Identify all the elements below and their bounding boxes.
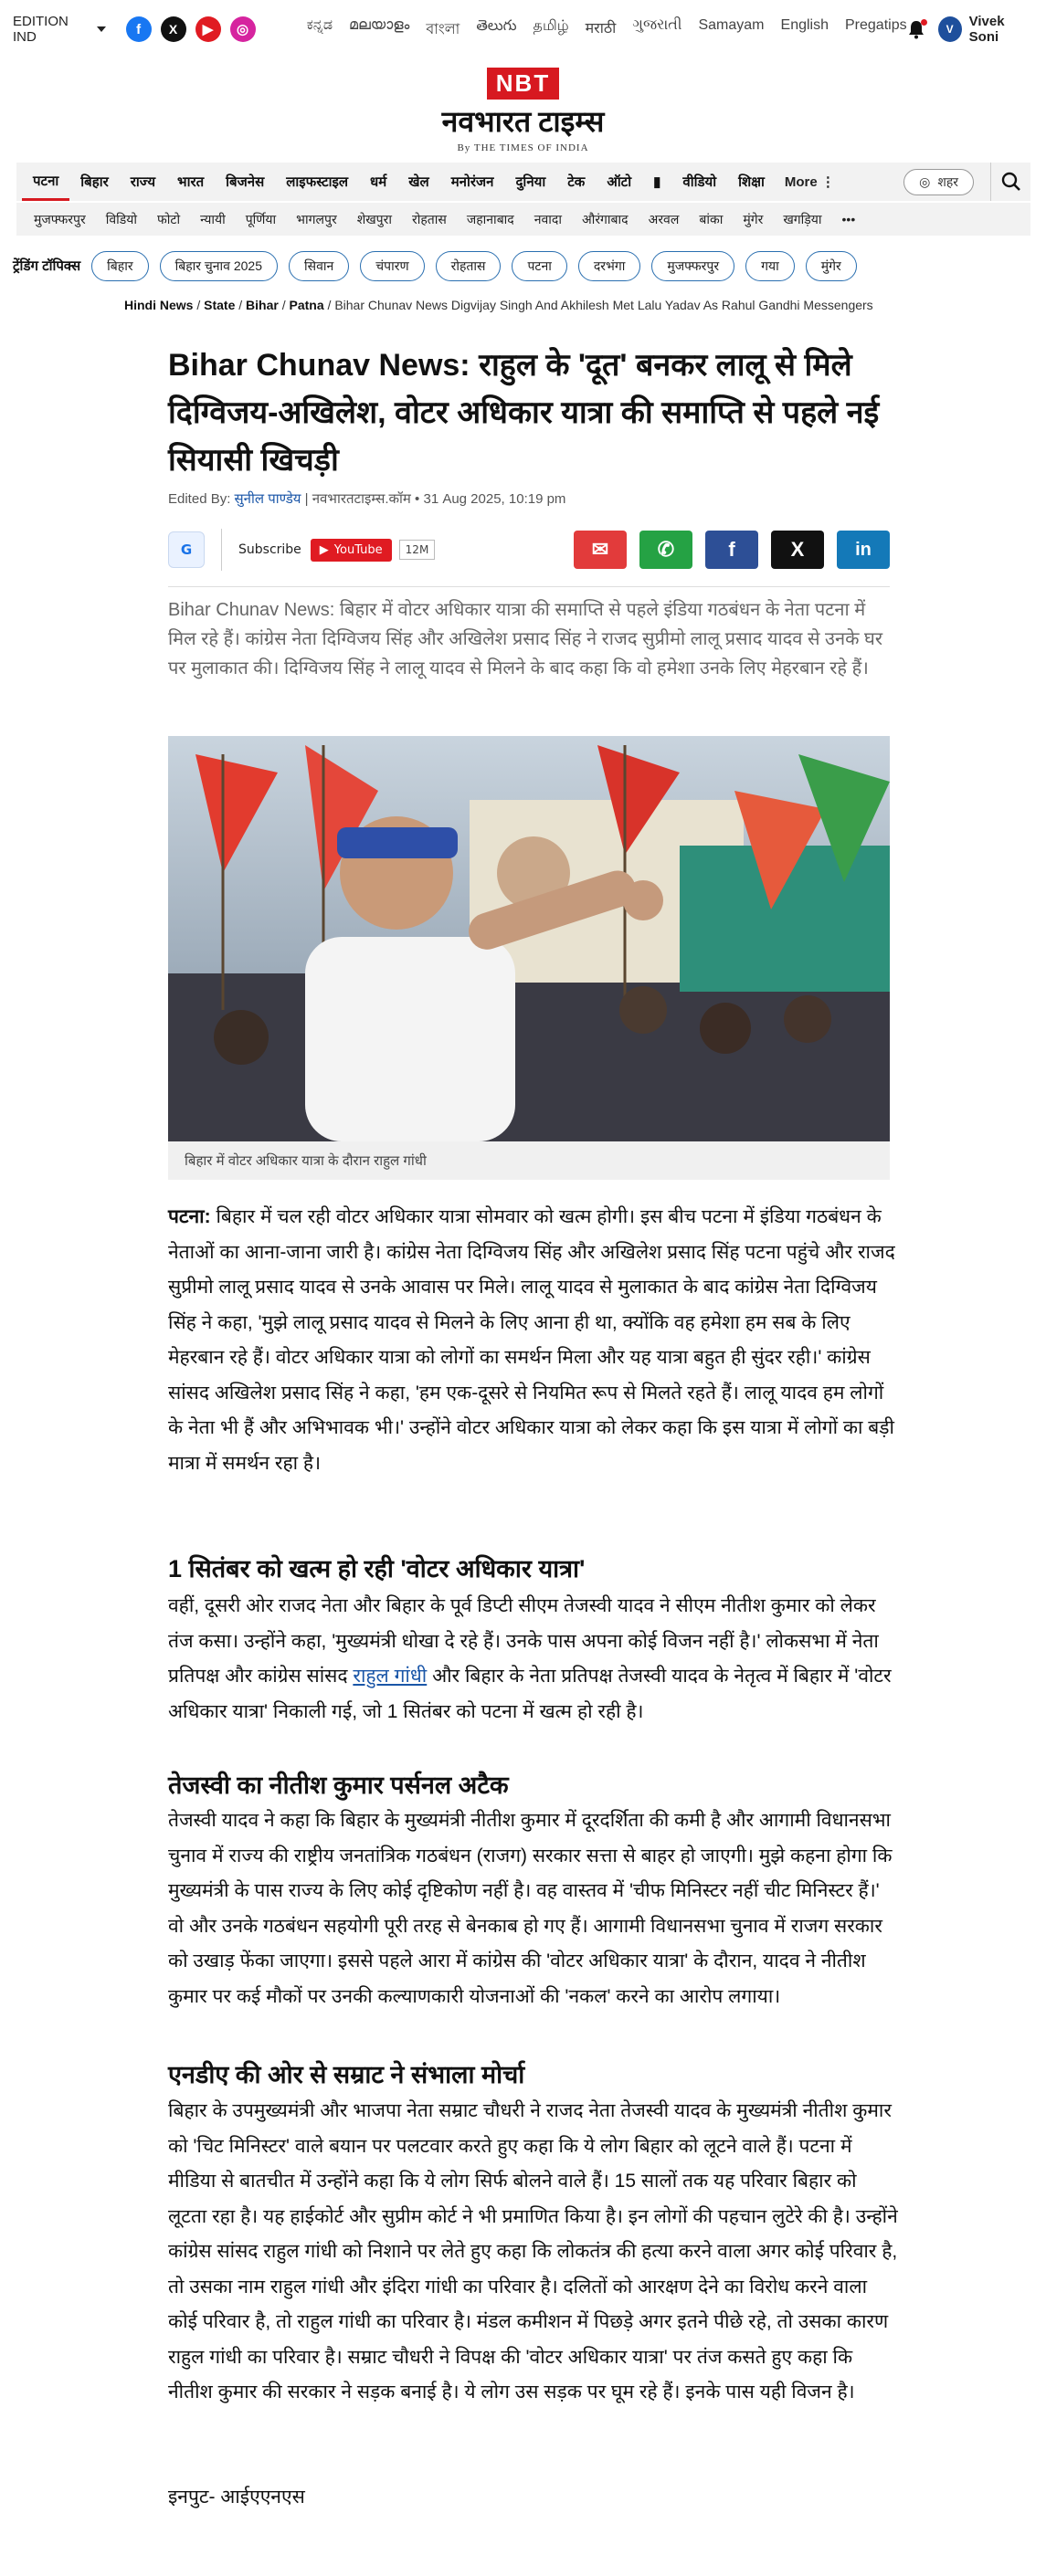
lang-link[interactable]: मराठी bbox=[585, 20, 617, 37]
trending-chip[interactable]: मुंगेर bbox=[806, 251, 857, 281]
user-menu[interactable] bbox=[938, 14, 1033, 45]
breadcrumb-item[interactable]: Hindi News bbox=[124, 298, 194, 312]
nav-item[interactable]: लाइफस्टाइल bbox=[286, 174, 349, 190]
site-tagline: By THE TIMES OF INDIA bbox=[457, 142, 589, 153]
divider bbox=[168, 586, 890, 587]
article-headline: Bihar Chunav News: राहुल के 'दूत' बनकर लालू से मिले दिग्विजय-अखिलेश, वोटर अधिकार यात्रा की समाप्ति से पहले नई सियासी खिचड़ी bbox=[168, 348, 880, 478]
trending-chip[interactable]: बिहार चुनाव 2025 bbox=[160, 251, 278, 281]
subnav-item[interactable]: रोहतास bbox=[411, 211, 447, 226]
site-name[interactable]: नवभारत टाइम्स bbox=[441, 105, 605, 138]
trending-chip[interactable]: पटना bbox=[512, 251, 566, 281]
subscribe-label: Subscribe bbox=[238, 542, 301, 557]
lang-link[interactable]: Samayam bbox=[698, 16, 765, 33]
paragraph-text: बिहार में चल रही वोटर अधिकार यात्रा सोमवार को खत्म होगी। इस बीच पटना में इंडिया गठबंधन के नेताओं का आना-जाना जारी है। कांग्रेस नेता दिग्विजय सिंह और अखिलेश प्रसाद सिंह पटना पहुंचे और राजद सुप्रीमो लालू प्रसाद यादव से उनके आवास पर मिले। लालू यादव से मुलाकात के बाद कांग्रेस नेता दिग्विजय सिंह ने कहा, 'मुझे लालू प्रसाद यादव से मिलने के लिए आना ही था, क्योंकि वह हमेशा हम सब के लिए मेहरबान रहे हैं। वोटर अधिकार यात्रा को लोगों का समर्थन मिला और यह यात्रा बहुत ही सुंदर रही।' कांग्रेस सांसद अखिलेश प्रसाद सिंह ने कहा, 'हम एक-दूसरे से नियमित रूप से मिलते रहते हैं। लालू यादव हम लोगों के नेता भी हैं और अभिभावक भी।' उन्होंने वोटर अधिकार यात्रा को लेकर कहा कि इस यात्रा में लोगों का बड़ी मात्रा में समर्थन रहा है। bbox=[168, 1206, 895, 1474]
nav-item[interactable]: राज्य bbox=[130, 174, 156, 190]
lang-link[interactable]: తెలుగు bbox=[476, 17, 517, 34]
x-share-button[interactable]: X bbox=[771, 531, 824, 569]
youtube-subscriber-count: 12M bbox=[399, 540, 436, 560]
trending-chip[interactable]: चंपारण bbox=[360, 251, 424, 281]
google-news-icon[interactable]: G bbox=[168, 531, 205, 568]
dateline: पटना: bbox=[168, 1206, 211, 1227]
article-paragraph-4: बिहार के उपमुख्यमंत्री और भाजपा नेता सम्राट चौधरी ने राजद नेता तेजस्वी यादव के मुख्यमंत्री नीतीश कुमार को 'चिट मिनिस्टर' वाले बयान पर पलटवार करते हुए कहा कि ये लोग बिहार को लूटने वाले हैं। पटना में मीडिया से बातचीत में उन्होंने कहा कि ये लोग सिर्फ बोलने वाले हैं। 15 सालों तक यह परिवार बिहार को लूटता रहा है। यह हाईकोर्ट और सुप्रीम कोर्ट ने भी प्रमाणित किया है। इन लोगों की पहचान लुटेरे की है। उन्होंने कांग्रेस सांसद राहुल गांधी को निशाने पर लेते हुए कहा कि लोकतंत्र की हत्या करने वाला अगर कोई परिवार है, तो उसका नाम राहुल गांधी और इंदिरा गांधी का परिवार है। दलितों को आरक्षण देने का विरोध करने वाला कोई परिवार है, तो राहुल गांधी का परिवार है। मंडल कमीशन में पिछड़े अगर इतने पीछे रहे, तो उसका कारण राहुल गांधी का परिवार है। सम्राट चौधरी ने विपक्ष की 'वोटर अधिकार यात्रा' पर तंज कसते हुए कहा कि नीतीश कुमार की सरकार ने सड़क बनाई है। ये लोग उस सड़क पर घूम रहे हैं। इनके पास यही विजन है। bbox=[168, 2100, 898, 2403]
nav-item[interactable]: शिक्षा bbox=[738, 174, 765, 190]
x-twitter-icon[interactable]: X bbox=[161, 16, 186, 42]
trending-chip[interactable]: दरभंगा bbox=[578, 251, 641, 281]
facebook-icon[interactable]: f bbox=[126, 16, 152, 42]
youtube-subscribe-button[interactable] bbox=[311, 539, 392, 562]
breadcrumb: Hindi News / State / Bihar / Patna / Bihar Chunav News Digvijay Singh And Akhilesh Met Lalu Yadav As Rahul Gandhi Messengers bbox=[124, 298, 873, 312]
more-menu-button[interactable]: More ⋮ bbox=[784, 174, 835, 190]
share-row bbox=[168, 528, 890, 572]
nav-item[interactable]: टेक bbox=[567, 174, 586, 190]
subheading-2: तेजस्वी का नीतीश कुमार पर्सनल अटैक bbox=[168, 1772, 509, 1799]
breadcrumb-current: Bihar Chunav News Digvijay Singh And Akhilesh Met Lalu Yadav As Rahul Gandhi Messengers bbox=[334, 298, 873, 312]
divider bbox=[221, 529, 222, 571]
primary-nav bbox=[16, 163, 1030, 201]
edited-by-label: Edited By: bbox=[168, 491, 231, 507]
nav-item[interactable]: बिजनेस bbox=[226, 174, 265, 190]
subheading-1: 1 सितंबर को खत्म हो रही 'वोटर अधिकार यात्रा' bbox=[168, 1555, 586, 1582]
breadcrumb-item[interactable]: Patna bbox=[289, 298, 324, 312]
subnav-item[interactable]: नवादा bbox=[534, 211, 562, 226]
chevron-down-icon bbox=[97, 26, 106, 32]
search-icon bbox=[1001, 172, 1021, 192]
trending-chip[interactable]: रोहतास bbox=[436, 251, 502, 281]
nav-item[interactable]: वीडियो bbox=[682, 174, 717, 190]
nav-item[interactable]: मनोरंजन bbox=[450, 174, 494, 190]
nav-item[interactable]: बिहार bbox=[80, 174, 109, 190]
trending-topics bbox=[13, 248, 857, 283]
edition-label: EDITION IND bbox=[13, 14, 69, 45]
summary-lead: Bihar Chunav News: bbox=[168, 600, 335, 620]
subnav-item[interactable]: मुजफ्फरपुर bbox=[34, 211, 86, 226]
youtube-label: YouTube bbox=[333, 542, 383, 557]
subnav-item[interactable]: पूर्णिया bbox=[245, 211, 277, 226]
article-image[interactable] bbox=[168, 736, 890, 1141]
nav-item[interactable]: ऑटो bbox=[607, 174, 632, 190]
nav-item[interactable]: दुनिया bbox=[515, 174, 546, 190]
user-name: Vivek Soni bbox=[968, 14, 1005, 45]
paragraph-text: वहीं, दूसरी ओर राजद नेता और बिहार के पूर्व डिप्टी सीएम तेजस्वी यादव ने सीएम नीतीश कुमार को लेकर तंज कसा। उन्होंने कहा, 'मुख्यमंत्री धोखा दे रहे हैं। उनके पास अपना कोई विजन नहीं है।' लोकसभा में नेता प्रतिपक्ष और कांग्रेस सांसद bbox=[168, 1595, 879, 1687]
lang-link[interactable]: ગુજરાતી bbox=[632, 16, 682, 33]
subnav-item[interactable]: विडियो bbox=[105, 211, 137, 226]
site-logo[interactable]: NBT bbox=[487, 68, 559, 100]
subnav-item[interactable]: अरवल bbox=[648, 211, 680, 226]
nav-item[interactable]: खेल bbox=[408, 174, 429, 190]
subheading-3: एनडीए की ओर से सम्राट ने संभाला मोर्चा bbox=[168, 2061, 525, 2088]
notification-dot bbox=[921, 19, 927, 26]
city-selector[interactable] bbox=[903, 169, 974, 195]
article-paragraph-2 bbox=[168, 1589, 899, 1730]
subnav-item[interactable]: फोटो bbox=[156, 211, 181, 226]
subnav-item[interactable]: औरंगाबाद bbox=[582, 211, 629, 226]
summary-text: बिहार में वोटर अधिकार यात्रा की समाप्ति से पहले इंडिया गठबंधन के नेता पटना में मिल रहे हैं। कांग्रेस नेता दिग्विजय सिंह और अखिलेश प्रसाद सिंह ने राजद सुप्रीमो लालू प्रसाद यादव से उनके घर पर मुलाकात की। दिग्विजय सिंह ने लालू यादव से मिलने के बाद कहा कि वो हमेशा उनके लिए मेहरबान रहे हैं। bbox=[168, 600, 883, 678]
subnav-item[interactable]: बांका bbox=[699, 211, 724, 226]
comment-share-button[interactable]: ✉ bbox=[574, 531, 627, 569]
subnav-item[interactable]: मुंगेर bbox=[743, 211, 764, 226]
rahul-gandhi-link[interactable]: राहुल गांधी bbox=[353, 1666, 428, 1687]
subnav-item[interactable]: खगड़िया bbox=[783, 211, 822, 226]
trending-chip[interactable]: बिहार bbox=[91, 251, 148, 281]
instagram-icon[interactable]: ◎ bbox=[230, 16, 256, 42]
nav-item-patna[interactable]: पटना bbox=[22, 163, 69, 201]
article-byline bbox=[168, 489, 565, 508]
subnav-item[interactable]: जहानाबाद bbox=[466, 211, 514, 226]
author-link[interactable]: सुनील पाण्डेय bbox=[234, 491, 301, 507]
user-area bbox=[907, 14, 1033, 45]
breadcrumb-item[interactable]: Bihar bbox=[246, 298, 279, 312]
edition-selector[interactable] bbox=[13, 14, 106, 45]
youtube-play-icon: ▶ bbox=[319, 542, 329, 557]
notification-bell-icon[interactable] bbox=[907, 19, 925, 39]
whatsapp-share-button[interactable]: ✆ bbox=[639, 531, 692, 569]
subnav-item[interactable]: न्यायी bbox=[200, 211, 226, 226]
lang-link[interactable]: தமிழ் bbox=[533, 17, 569, 34]
language-links bbox=[307, 17, 907, 42]
lang-link[interactable]: മലയാളം bbox=[349, 16, 410, 33]
lang-link[interactable]: ಕನ್ನಡ bbox=[306, 16, 333, 33]
avatar: V bbox=[938, 16, 962, 42]
shorts-icon[interactable]: ▮ bbox=[653, 174, 661, 190]
article-paragraph-1 bbox=[168, 1200, 899, 1481]
trending-chip[interactable]: मुजफ्फरपुर bbox=[651, 251, 734, 281]
share-buttons bbox=[574, 531, 890, 569]
input-credit: इनपुट- आईएएनएस bbox=[168, 2487, 305, 2508]
masthead bbox=[0, 58, 1046, 159]
subnav-item[interactable]: शेखपुरा bbox=[356, 211, 392, 226]
nav-item[interactable]: भारत bbox=[177, 174, 205, 190]
trending-label: ट्रेंडिंग टॉपिक्स bbox=[13, 258, 81, 274]
facebook-share-button[interactable]: f bbox=[705, 531, 758, 569]
breadcrumb-item[interactable]: State bbox=[204, 298, 236, 312]
top-utility-bar bbox=[0, 0, 1046, 58]
linkedin-share-button[interactable]: in bbox=[837, 531, 890, 569]
subnav-item[interactable]: भागलपुर bbox=[296, 211, 337, 226]
article-paragraph-3: तेजस्वी यादव ने कहा कि बिहार के मुख्यमंत्री नीतीश कुमार में दूरदर्शिता की कमी है और आगामी विधानसभा चुनाव में राज्य की राष्ट्रीय जनतांत्रिक गठबंधन (राजग) सरकार सत्ता से बाहर हो जाएगी। मुझे कहना होगा कि मुख्यमंत्री के पास राज्य के लिए कोई दृष्टिकोण नहीं है। वह वास्तव में 'चीफ मिनिस्टर नहीं चीट मिनिस्टर हैं।' वो और उनके गठबंधन सहयोगी पूरी तरह से बेनकाब हो गए हैं। आगामी विधानसभा चुनाव में राजग सरकार को उखाड़ फेंका जाएगा। इससे पहले आरा में कांग्रेस की 'वोटर अधिकार यात्रा' के दौरान, यादव ने नीतीश कुमार पर कई मौकों पर उनकी कल्याणकारी योजनाओं की 'नकल' करने का आरोप लगाया। bbox=[168, 1810, 893, 2007]
article-summary bbox=[168, 595, 890, 683]
location-icon: ◎ bbox=[919, 173, 931, 189]
city-placeholder: शहर bbox=[937, 173, 958, 189]
trending-chip[interactable]: गया bbox=[745, 251, 795, 281]
search-button[interactable] bbox=[990, 163, 1030, 201]
lang-link[interactable]: Pregatips bbox=[845, 16, 907, 33]
youtube-icon[interactable]: ▶ bbox=[195, 16, 221, 42]
subnav-more-icon[interactable]: ••• bbox=[841, 212, 856, 226]
lang-link[interactable]: বাংলা bbox=[426, 21, 460, 37]
paragraph-text: और बिहार के नेता प्रतिपक्ष तेजस्वी यादव के नेतृत्व में बिहार में 'वोटर अधिकार यात्रा' निकाली गई, जो 1 सितंबर को पटना में खत्म हो रही है। bbox=[168, 1666, 892, 1722]
secondary-nav bbox=[16, 203, 1030, 236]
nav-item[interactable]: धर्म bbox=[370, 174, 387, 190]
image-caption: बिहार में वोटर अधिकार यात्रा के दौरान राहुल गांधी bbox=[168, 1141, 890, 1180]
trending-chip[interactable]: सिवान bbox=[289, 251, 349, 281]
social-links bbox=[126, 16, 256, 42]
byline-meta: | नवभारतटाइम्स.कॉम • 31 Aug 2025, 10:19 pm bbox=[304, 491, 566, 507]
lang-link[interactable]: English bbox=[780, 16, 829, 33]
